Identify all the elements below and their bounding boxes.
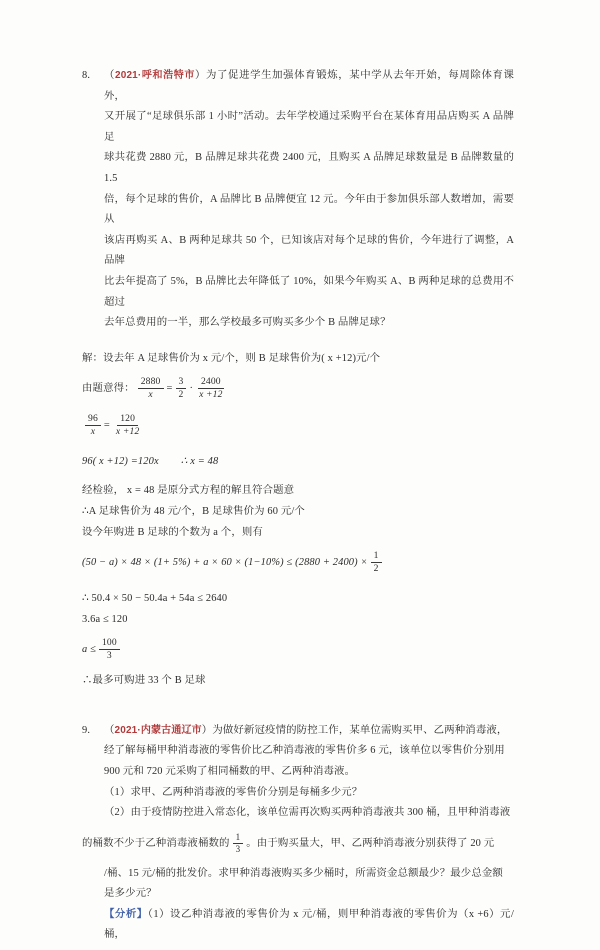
problem-8-number: 8.	[82, 70, 91, 81]
fraction-numerator: 1	[371, 551, 382, 563]
solution-final-answer: ∴最多可购进 33 个 B 足球	[82, 674, 206, 686]
solution-inequality-3: 3.6a ≤ 120	[82, 613, 128, 625]
fraction-numerator: 1	[233, 833, 244, 844]
fraction-120-over-x-plus-12	[113, 414, 142, 437]
fraction-numerator: 2400	[198, 377, 224, 389]
subquestion-2-label: （2）	[104, 807, 131, 819]
problem-8-stem-line-6: 比去年提高了 5%，B 品牌比去年降低了 10%，如果今年购买 A、B 两种足球的总费用不超过	[104, 275, 514, 308]
fraction-denominator: 2	[373, 563, 379, 575]
equals-sign-2: =	[103, 420, 110, 432]
fraction-denominator: x	[148, 389, 153, 401]
problem-8-stem-line-4: 倍，每个足球的售价，A 品牌比 B 品牌便宜 12 元。今年由于参加俱乐部人数增加，需要从	[104, 193, 514, 226]
problem-9-subquestion-2-line-3: /桶、15 元/桶的批发价。求甲种消毒液购买多少桶时，所需资金总额最少？最少总金额	[104, 867, 503, 879]
problem-9-subquestion-2-line-1	[104, 803, 514, 824]
fraction-numerator: 120	[117, 414, 138, 426]
solution-equation-2	[82, 409, 514, 443]
fraction-100-over-3	[99, 638, 120, 661]
equation-3-expression: 96( x +12) =120x	[82, 455, 159, 467]
problem-8-solution	[82, 348, 514, 691]
solution-setup-line: 解：设去年 A 足球售价为 x 元/个，则 B 足球售价为( x +12)元/个	[82, 352, 381, 364]
fraction-numerator: 3	[176, 377, 187, 389]
solution-setup-line-2: 设今年购进 B 足球的个数为 a 个，则有	[82, 526, 263, 538]
problem-9-subquestion-2-line-4: 是多少元？	[104, 888, 157, 900]
problem-8-stem-line-1	[104, 66, 514, 107]
fraction-1-over-3	[233, 833, 244, 855]
problem-9-text-1: 为做好新冠疫情的防控工作，某单位需购买甲、乙两种消毒液，	[212, 724, 508, 736]
fraction-numerator: 100	[99, 638, 120, 650]
multiply-dot-1: ·	[189, 383, 194, 395]
source-paren-close-9: ）	[201, 724, 213, 736]
problem-9-stem-line-3: 900 元和 720 元采购了相同桶数的甲、乙两种消毒液。	[104, 765, 356, 777]
page-content	[82, 66, 514, 950]
solution-equation-1	[82, 372, 514, 406]
equation-1-label: 由题意得：	[82, 383, 135, 395]
subquestion-1-label: （1）	[104, 786, 131, 798]
problem-8	[82, 66, 514, 691]
subquestion-2-text-2-pre: 的桶数不少于乙种消毒液桶数的	[82, 838, 230, 850]
source-city-9: 内蒙古通辽市	[140, 724, 202, 736]
equals-sign-1: =	[166, 383, 173, 395]
subquestion-2-text-1: 由于疫情防控进入常态化，该单位需再次购买两种消毒液共 300 桶，且甲种消毒液	[130, 807, 511, 819]
solution-equation-3	[82, 451, 514, 472]
solution-inequality-2: ∴ 50.4 × 50 − 50.4a + 54a ≤ 2640	[82, 592, 228, 604]
fraction-2400-over-x-plus-12	[196, 377, 225, 400]
problem-8-stem-line-3: 球共花费 2880 元，B 品牌足球共花费 2400 元，且购买 A 品牌足球数量是 B 品牌数量的 1.5	[104, 152, 514, 184]
problem-9-stem-line-2: 经了解每桶甲种消毒液的零售价比乙种消毒液的零售价多 6 元，该单位以零售价分别用	[104, 745, 505, 757]
problem-8-stem-line-5: 该店再购买 A、B 两种足球共 50 个，已知该店对每个足球的售价，今年进行了调整，A 品牌	[104, 234, 514, 267]
problem-9	[82, 721, 514, 946]
inequality-4-lhs: a ≤	[82, 644, 96, 656]
problem-9-number: 9.	[82, 724, 91, 736]
source-paren-close-8: ）	[194, 70, 207, 81]
source-paren-open-9: （	[104, 724, 115, 736]
analysis-text: （1）设乙种消毒液的零售价为 x 元/桶，则甲种消毒液的零售价为（x +6）元/桶，	[104, 908, 514, 941]
problem-8-stem-line-7: 去年总费用的一半，那么学校最多可购买多少个 B 品牌足球？	[104, 317, 391, 329]
subquestion-2-text-2-post: 。由于购买量大，甲、乙两种消毒液分别获得了 20 元	[246, 838, 495, 850]
fraction-denominator: 3	[235, 844, 241, 855]
problem-9-first-line	[82, 721, 514, 742]
fraction-denominator: x	[90, 426, 96, 438]
fraction-denominator: 3	[106, 650, 112, 662]
subquestion-1-text: 求甲、乙两种消毒液的零售价分别是每桶多少元？	[130, 786, 363, 798]
fraction-96-over-x	[85, 414, 101, 437]
problem-separator	[82, 695, 514, 721]
solution-conclusion-prices: ∴A 足球售价为 48 元/个，B 足球售价为 60 元/个	[82, 505, 305, 517]
solution-verification-line: 经检验， x = 48 是原分式方程的解且符合题意	[82, 484, 295, 496]
fraction-denominator: 2	[178, 389, 184, 401]
problem-8-stem-line-2: 又开展了“足球俱乐部 1 小时”活动。去年学校通过采购平台在某体育用品店购买 A 品牌足	[104, 111, 514, 143]
fraction-1-over-2	[371, 551, 382, 574]
fraction-3-over-2	[176, 377, 187, 400]
problem-9-subquestion-2-line-2	[82, 827, 514, 861]
equation-3-result: ∴ x = 48	[180, 455, 219, 467]
fraction-denominator: x +12	[199, 389, 223, 401]
fraction-numerator: 2880	[138, 377, 164, 389]
fraction-denominator: x +12	[115, 426, 140, 438]
problem-9-stem-line-1	[104, 721, 514, 742]
problem-8-first-line	[82, 66, 514, 107]
problem-9-analysis	[104, 905, 514, 946]
fraction-numerator: 96	[85, 414, 101, 426]
source-year-8: 2021·	[115, 70, 142, 81]
source-paren-open-8: （	[104, 70, 116, 81]
source-year-9: 2021·	[114, 724, 141, 736]
problem-8-text-1: 为了促进学生加强体育锻炼，某中学从去年开始，每周除体育课外，	[104, 70, 515, 102]
problem-9-subquestion-1	[104, 783, 514, 804]
inequality-1-lhs: (50 − a) × 48 × (1+ 5%) + a × 60 × (1−10%) ≤ (2880 + 2400) ×	[82, 557, 368, 569]
fraction-2880-over-x	[138, 377, 164, 400]
solution-inequality-1	[82, 546, 514, 580]
solution-inequality-4	[82, 633, 514, 667]
analysis-tag: 【分析】	[104, 908, 148, 920]
source-city-8: 呼和浩特市	[141, 70, 195, 81]
